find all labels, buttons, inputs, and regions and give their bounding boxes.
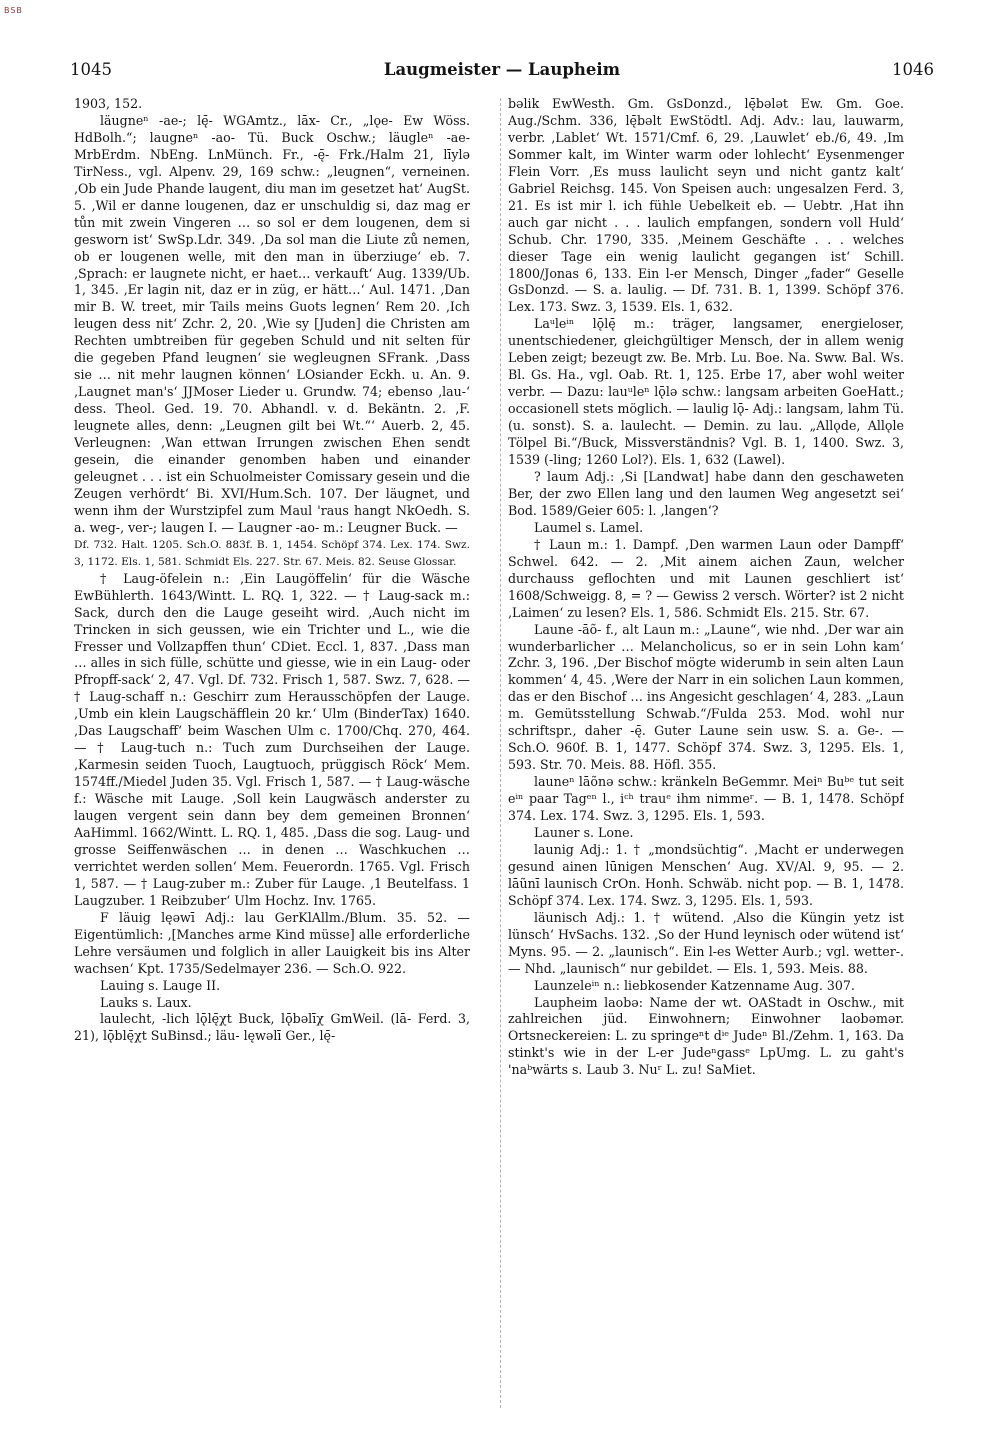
cross-ref-launer: Launer s. Lone. [534,824,634,840]
cross-ref-laumel: Laumel s. Lamel. [534,519,644,535]
entry-laun: † Laun m.: 1. Dampf. ‚Den warmen Laun oder Dampff‘ Schwel. 642. — 2. ‚Mit ainem aichen Zaun, welcher durchauss geflochten und mit Launen geschliert ist‘ 1608/Schweigg. 8, = ? — Gewiss 2 versch. Wörter? ist 2 nicht ‚Laimen‘ zu lesen? Els. 1, 586. Schmidt Els. 215. Str. 67. [508,536,904,620]
entry-laulein: Laᵘleⁱⁿ lǭlę̄ m.: träger, langsamer, energieloser, unentschiedener, gleichgültiger Mensch, der in allem wenig Leben zeigt; bezeugt zw. Be. Mrb. Lu. Boe. Na. Sww. Bal. Ws. Bl. Gs. Ha., vgl. Oab. Rt. 1, 125. Erbe 17, aber wohl weiter verbr. — Dazu: lauᵘleⁿ lǭlə schw.: langsam arbeiten GoeHatt.; occasionell stets möglich. — laulig lǭ- Adj.: langsam, lahm Tü. (u. sonst). S. a. laulecht. — Demin. zu lau. „Allǫde, Allǫle Tölpel Bi.“/Buck, Missverständnis? Vgl. B. 1, 1400. Swz. 3, 1539 (-ling; 1260 Lol?). Els. 1, 632 (Lawel). [508,316,904,468]
page-number-left: 1045 [70,60,112,79]
entry-laulecht-continued: bəlik EwWesth. Gm. GsDonzd., lę̄bəlǝt Ew. Gm. Goe. Aug./Schm. 336, lę̄bəlt EwStödtl. Adj. Adv.: lau, lauwarm, verbr. ‚Lablet‘ Wt. 1571/Cmf. 6, 29. ‚Lauwlet‘ eb./6, 49. ‚Im Sommer kalt, im Winter warm oder lohlecht‘ Eysenmenger Flein Vorr. ‚Es muss laulicht seyn und nicht gantz kalt‘ Gabriel Reichsg. 145. Von Speisen auch: ungesalzen Ferd. 3, 21. Es ist mir l. ich fühle Uebelkeit eb. — Uebtr. ‚Hat ihn auch gar nicht . . . laulich empfangen, sondern voll Huld‘ Schub. Chr. 1790, 335. ‚Meinem Geschäfte . . . welches dieser Tage ein wenig laulicht gegangen ist‘ Schill. 1800/Jonas 6, 133. Ein l-er Mensch, Dinger „fader“ Geselle GsDonzd. — S. a. laulig. — Df. 731. B. 1, 1399. Schöpf 376. Lex. 173. Swz. 3, 1539. Els. 1, 632. [508,96,904,315]
cross-ref-lauing: Lauing s. Lauge II. [100,977,221,993]
entry-laulecht: laulecht, -lich lǭlę̄χt Buck, lǭbəlīχ GmWeil. (lā- Ferd. 3, 21), lǭblę̄χt SuBinsd.; läu- lęwəlī Ger., lę̄- [74,1011,470,1044]
page-number-right: 1046 [892,60,934,79]
library-stamp: BSB [4,6,23,15]
entry-launen: launeⁿ lāõnə schw.: kränkeln BeGemmr. Meiⁿ Buᵇᵉ tut seit eⁱⁿ paar Tagᵉⁿ l., iᶜʰ trauᵉ ihm nimmeʳ. — B. 1, 1478. Schöpf 374. Lex. 174. Swz. 3, 1295. Els. 1, 593. [508,774,904,824]
references-laeugnen: Df. 732. Halt. 1205. Sch.O. 883f. B. 1, 1454. Schöpf 374. Lex. 174. Swz. 3, 1172. Els. 1, 581. Schmidt Els. 227. Str. 67. Meis. 82. Seuse Glossar. [74,538,470,568]
entry-launzelein: Launzeleⁱⁿ n.: liebkosender Katzenname Aug. 307. [534,977,855,993]
entry-laeugnen: läugneⁿ -ae-; lę̄- WGAmtz., lāx- Cr., „lǫe- Ew Wöss. HdBolh.“; laugneⁿ -ao- Tü. Buck Oschw.; läugleⁿ -ae- MrbErdm. NbEng. LnMünch. Fr., -ę̄- Frk./Halm 21, līylə TirNess., vgl. Alpenv. 29, 169 schw.: „leugnen“, verneinen. ‚Ob ein Jude Phande laugent, diu man im gesetzet hat‘ AugSt. 5. ‚Wil er danne lougenen, daz er unschuldig si, daz mag er tůn mit zwein Vingeren … so sol er dem lougenen, dem si gesworn ist‘ SwSp.Ldr. 349. ‚Da sol man die Liute zů nemen, ob er lougenen welle, mit den man in überziuge‘ eb. 7. ‚Sprach: er laugnete nicht, er haet… verkauft‘ Aug. 1339/Ub. 1, 345. ‚Er lagin nit, daz er in züg, er hätt…‘ Aul. 1471. ‚Dan mir B. W. treet, mir Tails meins Guots legnen‘ Rem 20. ‚Ich leugen dess nit‘ Zchr. 2, 20. ‚Wie sy [Juden] die Christen am Rechten umbtreiben für gegeben Schuld und nit selten für die gegeben Pfand leugnen‘ sie wegleugnen SFrank. ‚Dass sie … nit mehr laugnen können‘ LOsiander Eckh. u. An. 9. ‚Laugnet man's‘ JJMoser Lieder u. Grundw. 74; ebenso ‚lau-‘ dess. Theol. Ged. 19. 70. Abhandl. v. d. Bekäntn. 2. ‚F. leugnete alles, denn: „Leugnen gilt bei Wt.“‘ Auerb. 2, 45. Verleugnen: ‚Wan ettwan Irrungen zwischen Ehen sendt gesein, die einander genomben haben und einander geleugnet . . . ist ein Schuolmeister Comissary gesein und die Zeugen verhördt‘ Bi. XVI/Hum.Sch. 107. Der läugnet, und wenn ihm der Wurstzipfel zum Maul 'raus hangt NkOedh. S. a. weg-, ver-; laugen I. — Laugner -ao- m.: Leugner Buck. — [74,112,470,535]
entry-laune: Laune -āõ- f., alt Laun m.: „Laune“, wie nhd. ‚Der war ain wunderbarlicher … Melancholicus, so er in sein Lohn kam‘ Zchr. 3, 196. ‚Der Bischof mögte widerumb in sein alten Laun kommen‘ 4, 45. ‚Were der Narr in ein solichen Laun kommen, das er den Bischof … ins Angesicht geschlagen‘ 4, 283. „Laun m. Gemütsstellung Schwab.“/Fulda 253. Mod. wohl nur schriftspr., daher -ę̄. Guter Laune sein usw. S. a. Ge-. — Sch.O. 960f. B. 1, 1477. Schöpf 374. Swz. 3, 1295. Els. 1, 593. Str. 70. Meis. 88. Höfl. 355. [508,621,904,773]
entry-continuation: 1903, 152. [74,96,143,111]
page-header [70,60,934,86]
entry-laug-oefelein: † Laug-öfelein n.: ‚Ein Laugöffelin‘ für die Wäsche EwBühlerth. 1643/Wintt. L. RQ. 1, 322. — † Laug-sack m.: Sack, durch den die Lauge geseiht wird. ‚Auch nicht im Trincken in sich geussen, wie ein Trichter und L., wie die Fresser und Vollzapffen thun‘ CDiet. Eccl. 1, 837. ‚Dass man … alles in sich fülle, schütte und giesse, wie in ein Laug- oder Pfropff-sack‘ 2, 47. Vgl. Df. 732. Frisch 1, 587. Swz. 7, 628. — † Laug-schaff n.: Geschirr zum Herausschöpfen der Lauge. ‚Umb ein klein Laugschäfflein 20 kr.‘ Ulm (BinderTax) 1640. ‚Das Laugschaff‘ beim Waschen Ulm c. 1700/Chq. 270, 464. — † Laug-tuch n.: Tuch zum Durchseihen der Lauge. ‚Karmesin seiden Tuoch, Laugtuoch, prüggisch Röck‘ Mem. 1574ff./Miedel Juden 35. Vgl. Frisch 1, 587. — † Laug-wäsche f.: Wäsche mit Lauge. ‚Soll kein Laugwäsch anderster zu laugen vergent sein dann bey dem gemeinen Bronnen‘ AaHimml. 1662/Wintt. L. RQ. 1, 485. ‚Dass die sog. Laug- und grosse Seiffenwäschen … in denen … Waschkuchen … verrichtet werden sollen‘ Mem. Feuerordn. 1765. Vgl. Frisch 1, 587. — † Laug-zuber m.: Zuber für Lauge. ‚1 Beutelfass. 1 Laugzuber. 1 Reibzuber‘ Ulm Hochz. Inv. 1765. [74,570,470,908]
entry-laeunisch: läunisch Adj.: 1. † wütend. ‚Also die Küngin yetz ist lünsch‘ HvSachs. 132. ‚So der Hund leynisch oder wütend ist‘ Myns. 95. — 2. „launisch“. Ein l-es Wetter Aurb.; vgl. wetter-. — Nhd. „launisch“ nur gebildet. — Els. 1, 593. Meis. 88. [508,909,904,976]
right-column [508,96,904,1424]
left-column [74,96,470,1424]
entry-laeuig: F läuig lęəwī Adj.: lau GerKlAllm./Blum. 35. 52. — Eigentümlich: ‚[Manches arme Kind müsse] alle erforderliche Lehre versäumen und folglich in aller Lauigkeit bis ins Alter wachsen‘ Kpt. 1735/Sedelmayer 236. — Sch.O. 922. [74,909,470,976]
running-title: Laugmeister — Laupheim [383,60,621,79]
entry-launig: launig Adj.: 1. † „mondsüchtig“. ‚Macht er underwegen gesund ainen lūnigen Menschen‘ Aug. XV/Al. 9, 95. — 2. lāũnī launisch CrOn. Honh. Schwäb. nicht pop. — B. 1, 1478. Schöpf 374. Lex. 174. Swz. 3, 1295. Els. 1, 593. [508,841,904,908]
entry-laum: ? laum Adj.: ‚Si [Landwat] habe dann den geschaweten Ber, der zwo Ellen lang und den laumen Weg angesetzt sei‘ Bod. 1589/Geier 605: l. ‚langen‘? [508,468,904,518]
entry-laupheim: Laupheim laobə: Name der wt. OAStadt in Oschw., mit zahlreichen jüd. Einwohnern; Einwohner laobəmər. Ortsneckereien: L. zu springeⁿt dⁱᵉ Judeⁿ Bl./Zehm. 1, 163. Da stinkt's wie in der L-er Judeⁿgassᵉ LpUmg. L. zu gaht's 'naᵇwärts s. Laub 3. Nuʳ L. zu! SaMiet. [508,994,904,1078]
column-divider [500,98,501,1408]
cross-ref-lauks: Lauks s. Laux. [100,994,192,1010]
